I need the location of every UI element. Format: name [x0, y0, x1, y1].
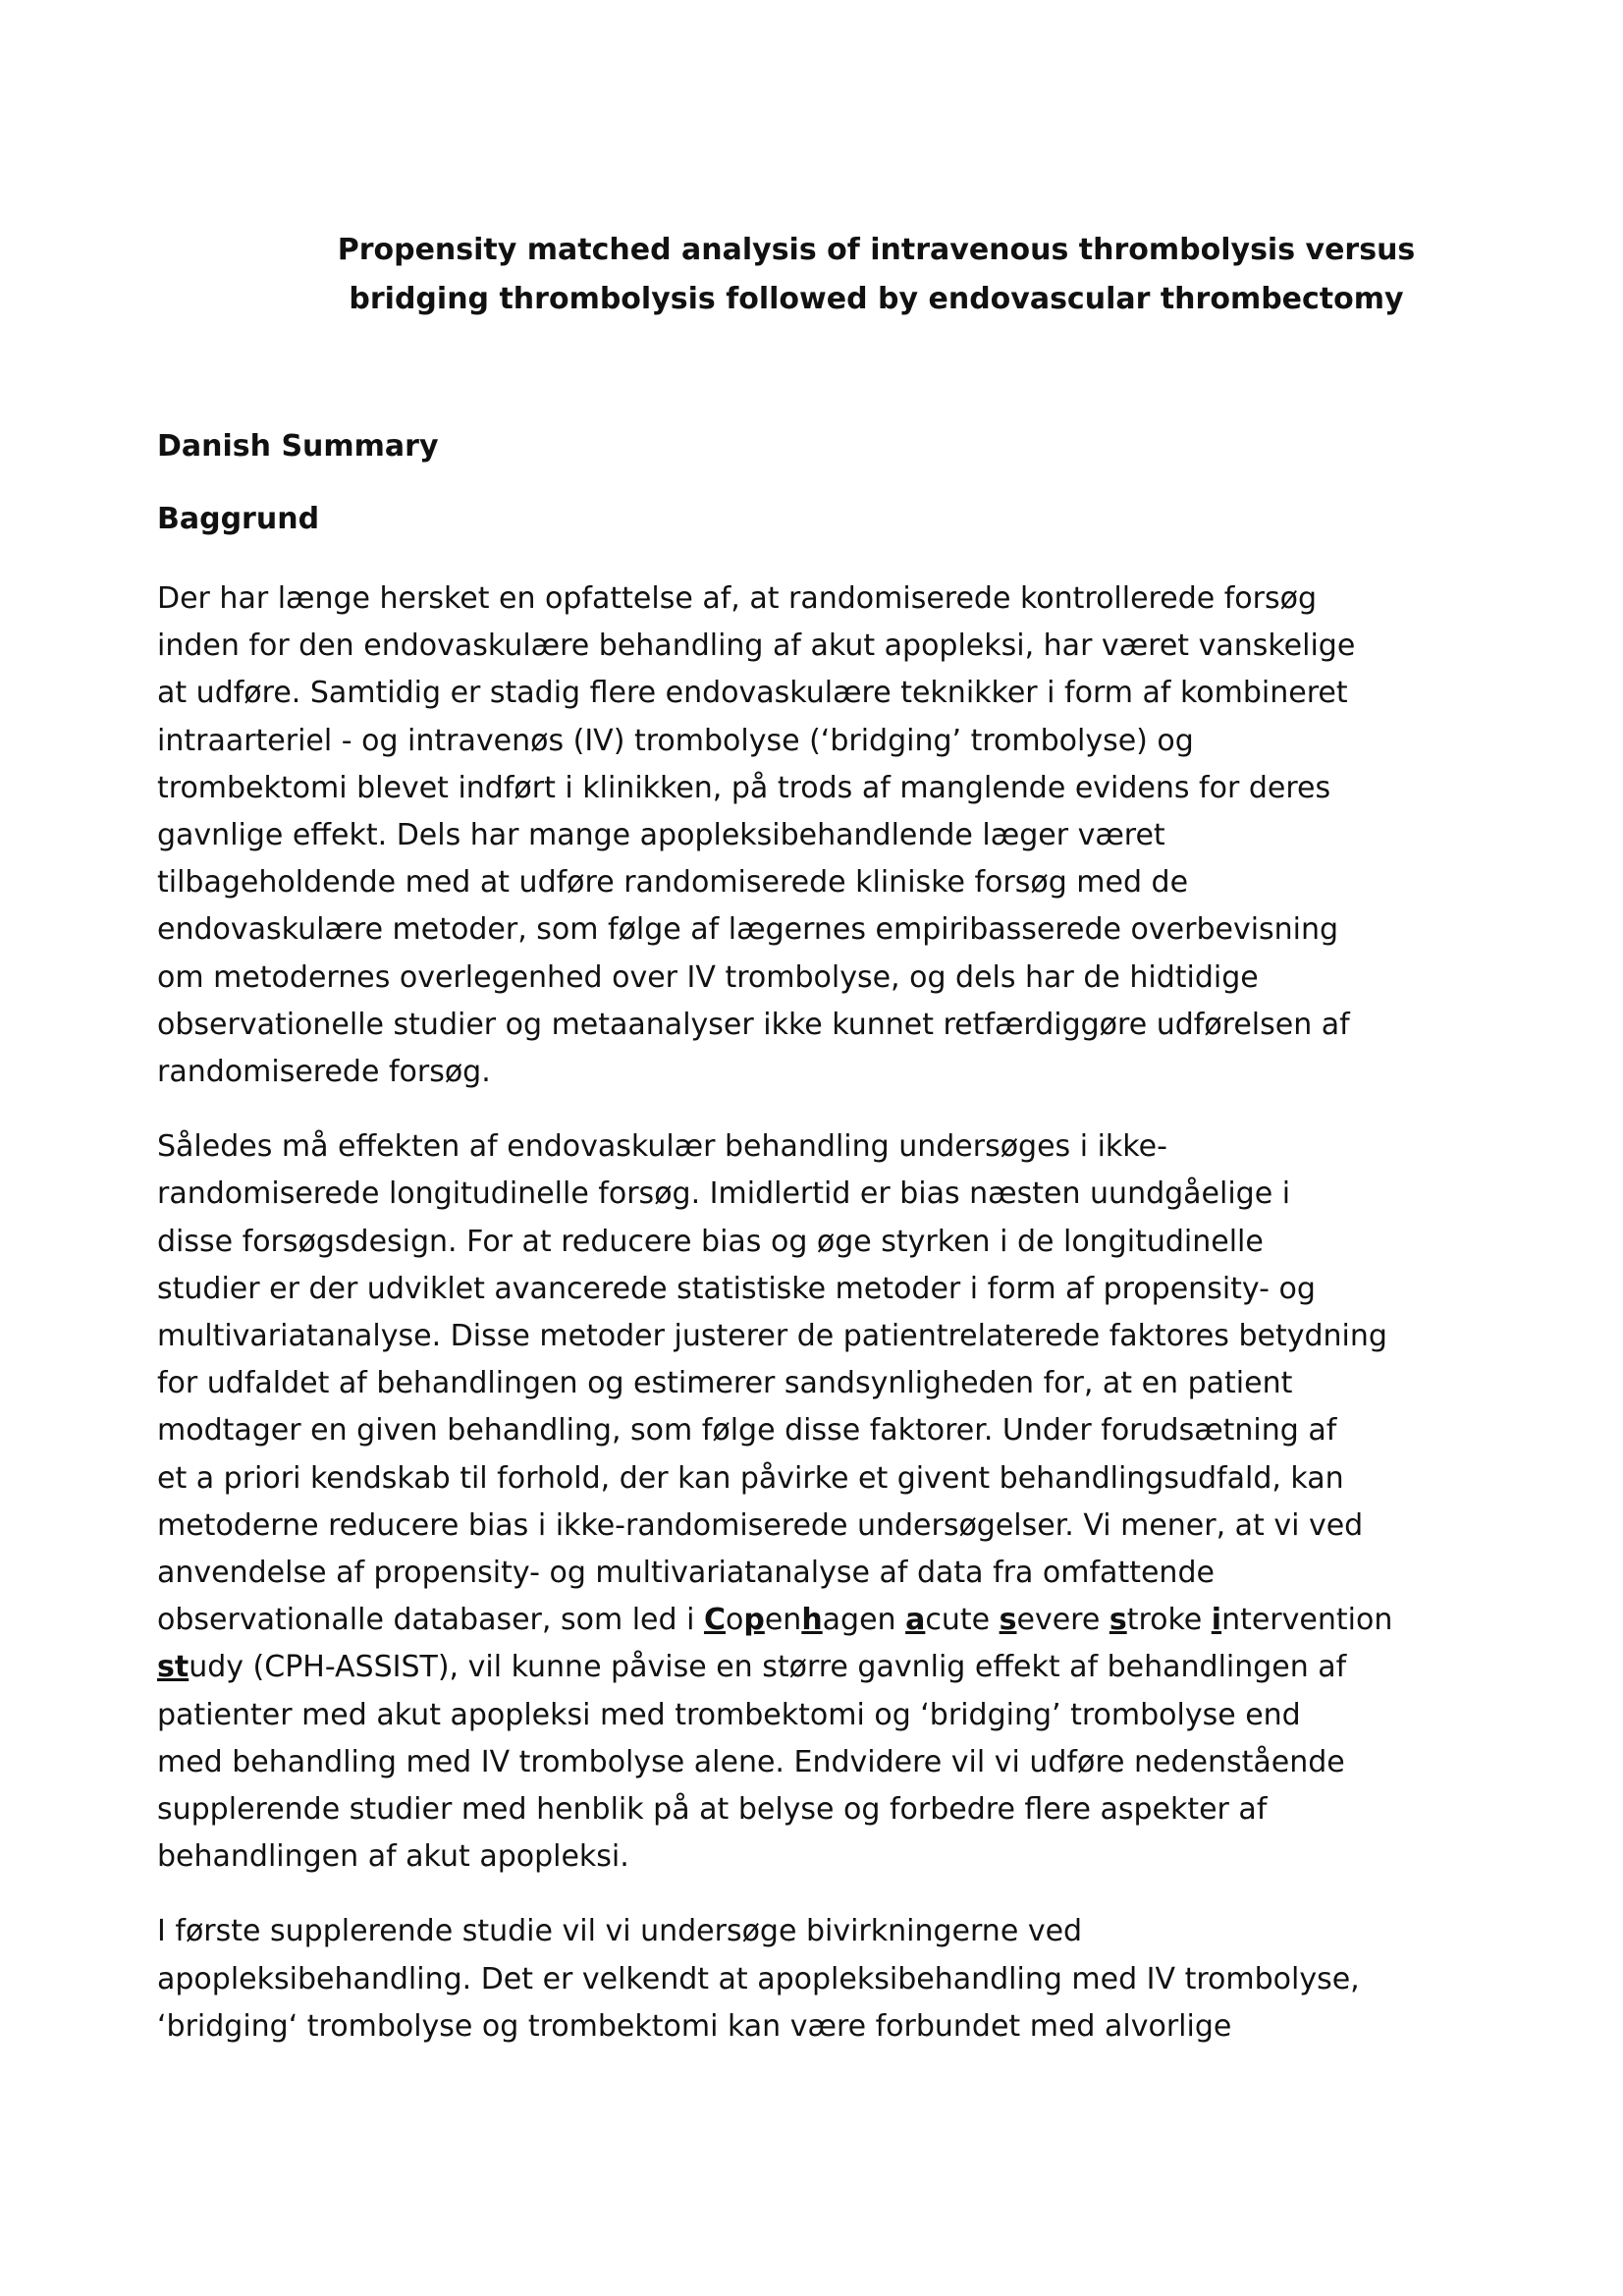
acronym-line: [157, 1597, 1483, 1644]
title-line: bridging thrombolysis followed by endovascular thrombectomy: [349, 282, 1404, 316]
text-line: inden for den endovaskulære behandling af akut apopleksi, har været vanskelige: [157, 629, 1356, 664]
acronym-letter: st: [157, 1650, 189, 1685]
text-line: for udfaldet af behandlingen og estimerer sandsynligheden for, at en patient: [157, 1366, 1293, 1401]
acronym-line: [157, 1644, 1483, 1691]
text-line: randomiserede forsøg.: [157, 1055, 491, 1090]
text-line: trombektomi blevet indført i klinikken, på trods af manglende evidens for deres: [157, 770, 1331, 805]
paragraph-side-effects: [157, 1908, 1483, 2050]
text-segment: agen: [822, 1603, 906, 1638]
text-line: tilbageholdende med at udføre randomiserede kliniske forsøg med de: [157, 865, 1189, 901]
paragraph-methods: [157, 1123, 1483, 1881]
acronym-letter: s: [1109, 1603, 1127, 1638]
text-segment: en: [764, 1603, 802, 1638]
text-line: patienter med akut apopleksi med trombektomi og ‘bridging’ trombolyse end: [157, 1697, 1301, 1732]
text-line: at udføre. Samtidig er stadig flere endovaskulære teknikker i form af kombineret: [157, 676, 1348, 711]
text-line: om metodernes overlegenhed over IV trombolyse, og dels har de hidtidige: [157, 959, 1259, 995]
acronym-letter: h: [801, 1603, 823, 1638]
acronym-letter: s: [999, 1603, 1017, 1638]
text-line: endovaskulære metoder, som følge af lægernes empiribasserede overbevisning: [157, 912, 1339, 948]
text-segment: ntervention: [1221, 1603, 1393, 1638]
acronym-letter: C: [703, 1603, 726, 1638]
text-line: randomiserede longitudinelle forsøg. Imidlertid er bias næsten uundgåelige i: [157, 1176, 1291, 1212]
text-line: gavnlige effekt. Dels har mange apopleksibehandlende læger været: [157, 818, 1165, 853]
subsection-heading: Baggrund: [157, 502, 320, 536]
text-line: med behandling med IV trombolyse alene. Endvidere vil vi udføre nedenstående: [157, 1744, 1345, 1779]
text-line: modtager en given behandling, som følge disse faktorer. Under forudsætning af: [157, 1413, 1337, 1449]
text-segment: udy (CPH-ASSIST), vil kunne påvise en større gavnlig effekt af behandlingen af: [189, 1650, 1347, 1685]
text-line: ‘bridging‘ trombolyse og trombektomi kan være forbundet med alvorlige: [157, 2008, 1232, 2044]
text-segment: cute: [925, 1603, 1000, 1638]
text-line: behandlingen af akut apopleksi.: [157, 1839, 629, 1875]
text-line: Der har længe hersket en opfattelse af, at randomiserede kontrollerede forsøg: [157, 581, 1318, 616]
text-line: I første supplerende studie vil vi undersøge bivirkningerne ved: [157, 1914, 1083, 1949]
text-line: supplerende studier med henblik på at belyse og forbedre flere aspekter af: [157, 1792, 1268, 1828]
section-heading: Danish Summary: [157, 429, 439, 464]
text-line: apopleksibehandling. Det er velkendt at apopleksibehandling med IV trombolyse,: [157, 1961, 1360, 1996]
text-line: et a priori kendskab til forhold, der kan påvirke et givent behandlingsudfald, kan: [157, 1460, 1344, 1496]
title-line: Propensity matched analysis of intravenous thrombolysis versus: [337, 233, 1416, 267]
text-segment: troke: [1126, 1603, 1212, 1638]
paragraph-background: [157, 575, 1483, 1096]
text-segment: o: [725, 1603, 744, 1638]
text-segment: evere: [1016, 1603, 1109, 1638]
text-line: intraarteriel - og intravenøs (IV) trombolyse (‘bridging’ trombolyse) og: [157, 723, 1194, 758]
text-line: metoderne reducere bias i ikke-randomiserede undersøgelser. Vi mener, at vi ved: [157, 1507, 1364, 1543]
document-title: [157, 226, 1596, 324]
text-line: anvendelse af propensity- og multivariatanalyse af data fra omfattende: [157, 1556, 1215, 1591]
acronym-letter: p: [743, 1603, 765, 1638]
text-line: disse forsøgsdesign. For at reducere bias og øge styrken i de longitudinelle: [157, 1224, 1264, 1259]
text-segment: observationalle databaser, som led i: [157, 1603, 704, 1638]
acronym-letter: i: [1211, 1603, 1222, 1638]
text-line: studier er der udviklet avancerede statistiske metoder i form af propensity- og: [157, 1271, 1316, 1306]
text-line: Således må effekten af endovaskulær behandling undersøges i ikke-: [157, 1129, 1167, 1165]
text-line: observationelle studier og metaanalyser ikke kunnet retfærdiggøre udførelsen af: [157, 1007, 1350, 1042]
acronym-letter: a: [905, 1603, 926, 1638]
document-body: [157, 422, 1483, 2078]
text-line: multivariatanalyse. Disse metoder justerer de patientrelaterede faktores betydning: [157, 1319, 1387, 1354]
